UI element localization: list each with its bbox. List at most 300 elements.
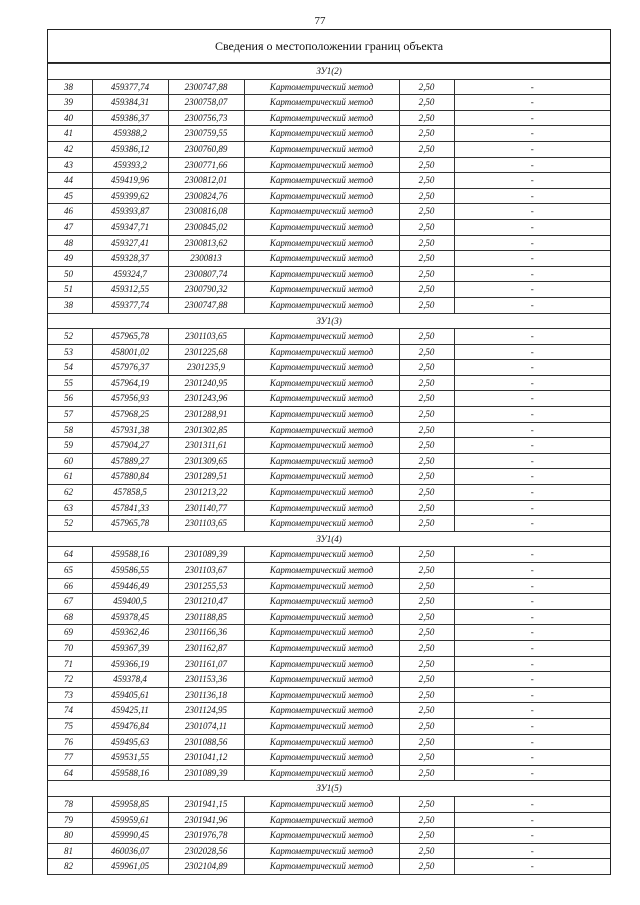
y-coordinate-cell: 2300813 bbox=[168, 251, 244, 267]
y-coordinate-cell: 2300747,88 bbox=[168, 79, 244, 95]
description-cell: - bbox=[454, 79, 610, 95]
description-cell: - bbox=[454, 438, 610, 454]
point-number-cell: 64 bbox=[48, 765, 92, 781]
table-row bbox=[48, 297, 610, 313]
point-number-cell: 40 bbox=[48, 110, 92, 126]
section-name: ЗУ1(3) bbox=[48, 313, 610, 329]
x-coordinate-cell: 457931,38 bbox=[92, 422, 168, 438]
table-row bbox=[48, 578, 610, 594]
description-cell: - bbox=[454, 391, 610, 407]
coordinates-table-body bbox=[48, 64, 610, 875]
method-cell: Картометрический метод bbox=[244, 672, 399, 688]
x-coordinate-cell: 457964,19 bbox=[92, 375, 168, 391]
point-number-cell: 43 bbox=[48, 157, 92, 173]
accuracy-cell: 2,50 bbox=[399, 703, 454, 719]
y-coordinate-cell: 2301311,61 bbox=[168, 438, 244, 454]
table-row bbox=[48, 235, 610, 251]
description-cell: - bbox=[454, 204, 610, 220]
coordinates-table bbox=[48, 63, 610, 875]
y-coordinate-cell: 2301124,95 bbox=[168, 703, 244, 719]
method-cell: Картометрический метод bbox=[244, 547, 399, 563]
description-cell: - bbox=[454, 344, 610, 360]
description-cell: - bbox=[454, 266, 610, 282]
description-cell: - bbox=[454, 407, 610, 423]
accuracy-cell: 2,50 bbox=[399, 469, 454, 485]
x-coordinate-cell: 457956,93 bbox=[92, 391, 168, 407]
accuracy-cell: 2,50 bbox=[399, 173, 454, 189]
accuracy-cell: 2,50 bbox=[399, 266, 454, 282]
table-row bbox=[48, 796, 610, 812]
y-coordinate-cell: 2300771,66 bbox=[168, 157, 244, 173]
method-cell: Картометрический метод bbox=[244, 126, 399, 142]
section-name: ЗУ1(5) bbox=[48, 781, 610, 797]
method-cell: Картометрический метод bbox=[244, 422, 399, 438]
x-coordinate-cell: 459388,2 bbox=[92, 126, 168, 142]
table-row bbox=[48, 173, 610, 189]
method-cell: Картометрический метод bbox=[244, 516, 399, 532]
description-cell: - bbox=[454, 672, 610, 688]
point-number-cell: 54 bbox=[48, 360, 92, 376]
table-row bbox=[48, 500, 610, 516]
table-row bbox=[48, 391, 610, 407]
x-coordinate-cell: 460036,07 bbox=[92, 843, 168, 859]
point-number-cell: 38 bbox=[48, 297, 92, 313]
x-coordinate-cell: 459959,61 bbox=[92, 812, 168, 828]
method-cell: Картометрический метод bbox=[244, 703, 399, 719]
table-row bbox=[48, 594, 610, 610]
point-number-cell: 58 bbox=[48, 422, 92, 438]
point-number-cell: 57 bbox=[48, 407, 92, 423]
point-number-cell: 72 bbox=[48, 672, 92, 688]
accuracy-cell: 2,50 bbox=[399, 360, 454, 376]
description-cell: - bbox=[454, 157, 610, 173]
y-coordinate-cell: 2301153,36 bbox=[168, 672, 244, 688]
section-name: ЗУ1(4) bbox=[48, 531, 610, 547]
accuracy-cell: 2,50 bbox=[399, 79, 454, 95]
y-coordinate-cell: 2302104,89 bbox=[168, 859, 244, 875]
method-cell: Картометрический метод bbox=[244, 485, 399, 501]
table-row bbox=[48, 563, 610, 579]
description-cell: - bbox=[454, 469, 610, 485]
accuracy-cell: 2,50 bbox=[399, 516, 454, 532]
description-cell: - bbox=[454, 578, 610, 594]
accuracy-cell: 2,50 bbox=[399, 656, 454, 672]
table-row bbox=[48, 609, 610, 625]
x-coordinate-cell: 459386,37 bbox=[92, 110, 168, 126]
description-cell: - bbox=[454, 329, 610, 345]
x-coordinate-cell: 459588,16 bbox=[92, 547, 168, 563]
point-number-cell: 68 bbox=[48, 609, 92, 625]
table-row bbox=[48, 625, 610, 641]
description-cell: - bbox=[454, 796, 610, 812]
x-coordinate-cell: 458001,02 bbox=[92, 344, 168, 360]
x-coordinate-cell: 459366,19 bbox=[92, 656, 168, 672]
method-cell: Картометрический метод bbox=[244, 407, 399, 423]
method-cell: Картометрический метод bbox=[244, 734, 399, 750]
description-cell: - bbox=[454, 656, 610, 672]
x-coordinate-cell: 457858,5 bbox=[92, 485, 168, 501]
method-cell: Картометрический метод bbox=[244, 469, 399, 485]
accuracy-cell: 2,50 bbox=[399, 141, 454, 157]
accuracy-cell: 2,50 bbox=[399, 609, 454, 625]
x-coordinate-cell: 457968,25 bbox=[92, 407, 168, 423]
point-number-cell: 50 bbox=[48, 266, 92, 282]
table-row bbox=[48, 204, 610, 220]
accuracy-cell: 2,50 bbox=[399, 812, 454, 828]
point-number-cell: 49 bbox=[48, 251, 92, 267]
point-number-cell: 76 bbox=[48, 734, 92, 750]
x-coordinate-cell: 459312,55 bbox=[92, 282, 168, 298]
accuracy-cell: 2,50 bbox=[399, 453, 454, 469]
point-number-cell: 38 bbox=[48, 79, 92, 95]
table-row bbox=[48, 516, 610, 532]
table-row bbox=[48, 656, 610, 672]
method-cell: Картометрический метод bbox=[244, 687, 399, 703]
point-number-cell: 51 bbox=[48, 282, 92, 298]
method-cell: Картометрический метод bbox=[244, 796, 399, 812]
accuracy-cell: 2,50 bbox=[399, 672, 454, 688]
method-cell: Картометрический метод bbox=[244, 79, 399, 95]
accuracy-cell: 2,50 bbox=[399, 251, 454, 267]
accuracy-cell: 2,50 bbox=[399, 157, 454, 173]
table-row bbox=[48, 422, 610, 438]
y-coordinate-cell: 2301235,9 bbox=[168, 360, 244, 376]
table-row bbox=[48, 188, 610, 204]
method-cell: Картометрический метод bbox=[244, 204, 399, 220]
y-coordinate-cell: 2301976,78 bbox=[168, 828, 244, 844]
method-cell: Картометрический метод bbox=[244, 375, 399, 391]
method-cell: Картометрический метод bbox=[244, 251, 399, 267]
table-row bbox=[48, 251, 610, 267]
method-cell: Картометрический метод bbox=[244, 110, 399, 126]
method-cell: Картометрический метод bbox=[244, 500, 399, 516]
x-coordinate-cell: 459425,11 bbox=[92, 703, 168, 719]
method-cell: Картометрический метод bbox=[244, 344, 399, 360]
x-coordinate-cell: 459378,4 bbox=[92, 672, 168, 688]
description-cell: - bbox=[454, 859, 610, 875]
point-number-cell: 44 bbox=[48, 173, 92, 189]
y-coordinate-cell: 2300845,02 bbox=[168, 219, 244, 235]
description-cell: - bbox=[454, 251, 610, 267]
page-number: 77 bbox=[314, 15, 326, 27]
y-coordinate-cell: 2301225,68 bbox=[168, 344, 244, 360]
table-row bbox=[48, 547, 610, 563]
table-row bbox=[48, 703, 610, 719]
table-row bbox=[48, 812, 610, 828]
description-cell: - bbox=[454, 141, 610, 157]
point-number-cell: 42 bbox=[48, 141, 92, 157]
x-coordinate-cell: 457965,78 bbox=[92, 329, 168, 345]
description-cell: - bbox=[454, 110, 610, 126]
method-cell: Картометрический метод bbox=[244, 95, 399, 111]
x-coordinate-cell: 459476,84 bbox=[92, 718, 168, 734]
accuracy-cell: 2,50 bbox=[399, 126, 454, 142]
x-coordinate-cell: 459378,45 bbox=[92, 609, 168, 625]
point-number-cell: 71 bbox=[48, 656, 92, 672]
description-cell: - bbox=[454, 734, 610, 750]
table-row bbox=[48, 141, 610, 157]
point-number-cell: 48 bbox=[48, 235, 92, 251]
accuracy-cell: 2,50 bbox=[399, 828, 454, 844]
boundary-table-sheet bbox=[47, 29, 611, 875]
description-cell: - bbox=[454, 500, 610, 516]
table-row bbox=[48, 828, 610, 844]
accuracy-cell: 2,50 bbox=[399, 188, 454, 204]
description-cell: - bbox=[454, 516, 610, 532]
point-number-cell: 82 bbox=[48, 859, 92, 875]
x-coordinate-cell: 459588,16 bbox=[92, 765, 168, 781]
y-coordinate-cell: 2301210,47 bbox=[168, 594, 244, 610]
x-coordinate-cell: 459328,37 bbox=[92, 251, 168, 267]
point-number-cell: 53 bbox=[48, 344, 92, 360]
table-row bbox=[48, 672, 610, 688]
x-coordinate-cell: 459393,87 bbox=[92, 204, 168, 220]
accuracy-cell: 2,50 bbox=[399, 110, 454, 126]
table-row bbox=[48, 718, 610, 734]
table-row bbox=[48, 157, 610, 173]
accuracy-cell: 2,50 bbox=[399, 95, 454, 111]
y-coordinate-cell: 2300812,01 bbox=[168, 173, 244, 189]
accuracy-cell: 2,50 bbox=[399, 594, 454, 610]
point-number-cell: 66 bbox=[48, 578, 92, 594]
table-row bbox=[48, 687, 610, 703]
point-number-cell: 46 bbox=[48, 204, 92, 220]
point-number-cell: 62 bbox=[48, 485, 92, 501]
accuracy-cell: 2,50 bbox=[399, 578, 454, 594]
y-coordinate-cell: 2300760,89 bbox=[168, 141, 244, 157]
x-coordinate-cell: 459393,2 bbox=[92, 157, 168, 173]
table-row bbox=[48, 126, 610, 142]
point-number-cell: 69 bbox=[48, 625, 92, 641]
y-coordinate-cell: 2301162,87 bbox=[168, 640, 244, 656]
y-coordinate-cell: 2301074,11 bbox=[168, 718, 244, 734]
x-coordinate-cell: 459362,46 bbox=[92, 625, 168, 641]
accuracy-cell: 2,50 bbox=[399, 235, 454, 251]
accuracy-cell: 2,50 bbox=[399, 859, 454, 875]
method-cell: Картометрический метод bbox=[244, 297, 399, 313]
section-header-row bbox=[48, 781, 610, 797]
description-cell: - bbox=[454, 594, 610, 610]
table-row bbox=[48, 375, 610, 391]
method-cell: Картометрический метод bbox=[244, 812, 399, 828]
y-coordinate-cell: 2301302,85 bbox=[168, 422, 244, 438]
accuracy-cell: 2,50 bbox=[399, 750, 454, 766]
accuracy-cell: 2,50 bbox=[399, 625, 454, 641]
section-header-row bbox=[48, 64, 610, 80]
description-cell: - bbox=[454, 95, 610, 111]
y-coordinate-cell: 2300759,55 bbox=[168, 126, 244, 142]
method-cell: Картометрический метод bbox=[244, 656, 399, 672]
y-coordinate-cell: 2301140,77 bbox=[168, 500, 244, 516]
x-coordinate-cell: 459386,12 bbox=[92, 141, 168, 157]
method-cell: Картометрический метод bbox=[244, 391, 399, 407]
accuracy-cell: 2,50 bbox=[399, 640, 454, 656]
y-coordinate-cell: 2301288,91 bbox=[168, 407, 244, 423]
method-cell: Картометрический метод bbox=[244, 235, 399, 251]
x-coordinate-cell: 459384,31 bbox=[92, 95, 168, 111]
description-cell: - bbox=[454, 375, 610, 391]
x-coordinate-cell: 459400,5 bbox=[92, 594, 168, 610]
y-coordinate-cell: 2300813,62 bbox=[168, 235, 244, 251]
accuracy-cell: 2,50 bbox=[399, 391, 454, 407]
method-cell: Картометрический метод bbox=[244, 329, 399, 345]
point-number-cell: 61 bbox=[48, 469, 92, 485]
x-coordinate-cell: 459324,7 bbox=[92, 266, 168, 282]
accuracy-cell: 2,50 bbox=[399, 765, 454, 781]
table-row bbox=[48, 79, 610, 95]
y-coordinate-cell: 2301088,56 bbox=[168, 734, 244, 750]
accuracy-cell: 2,50 bbox=[399, 500, 454, 516]
section-header-row bbox=[48, 531, 610, 547]
x-coordinate-cell: 459961,05 bbox=[92, 859, 168, 875]
x-coordinate-cell: 459377,74 bbox=[92, 297, 168, 313]
x-coordinate-cell: 459419,96 bbox=[92, 173, 168, 189]
x-coordinate-cell: 459990,45 bbox=[92, 828, 168, 844]
method-cell: Картометрический метод bbox=[244, 594, 399, 610]
x-coordinate-cell: 457904,27 bbox=[92, 438, 168, 454]
point-number-cell: 74 bbox=[48, 703, 92, 719]
table-row bbox=[48, 95, 610, 111]
description-cell: - bbox=[454, 750, 610, 766]
point-number-cell: 70 bbox=[48, 640, 92, 656]
x-coordinate-cell: 457889,27 bbox=[92, 453, 168, 469]
description-cell: - bbox=[454, 235, 610, 251]
point-number-cell: 59 bbox=[48, 438, 92, 454]
x-coordinate-cell: 459327,41 bbox=[92, 235, 168, 251]
point-number-cell: 64 bbox=[48, 547, 92, 563]
point-number-cell: 47 bbox=[48, 219, 92, 235]
point-number-cell: 39 bbox=[48, 95, 92, 111]
table-row bbox=[48, 453, 610, 469]
x-coordinate-cell: 459446,49 bbox=[92, 578, 168, 594]
description-cell: - bbox=[454, 718, 610, 734]
accuracy-cell: 2,50 bbox=[399, 204, 454, 220]
description-cell: - bbox=[454, 563, 610, 579]
table-row bbox=[48, 329, 610, 345]
method-cell: Картометрический метод bbox=[244, 219, 399, 235]
accuracy-cell: 2,50 bbox=[399, 344, 454, 360]
y-coordinate-cell: 2301255,53 bbox=[168, 578, 244, 594]
y-coordinate-cell: 2301243,96 bbox=[168, 391, 244, 407]
y-coordinate-cell: 2300816,08 bbox=[168, 204, 244, 220]
y-coordinate-cell: 2301941,96 bbox=[168, 812, 244, 828]
table-row bbox=[48, 640, 610, 656]
point-number-cell: 52 bbox=[48, 329, 92, 345]
table-row bbox=[48, 266, 610, 282]
method-cell: Картометрический метод bbox=[244, 157, 399, 173]
y-coordinate-cell: 2301136,18 bbox=[168, 687, 244, 703]
table-row bbox=[48, 110, 610, 126]
description-cell: - bbox=[454, 453, 610, 469]
accuracy-cell: 2,50 bbox=[399, 407, 454, 423]
table-row bbox=[48, 219, 610, 235]
description-cell: - bbox=[454, 687, 610, 703]
point-number-cell: 80 bbox=[48, 828, 92, 844]
y-coordinate-cell: 2300758,07 bbox=[168, 95, 244, 111]
method-cell: Картометрический метод bbox=[244, 828, 399, 844]
accuracy-cell: 2,50 bbox=[399, 438, 454, 454]
section-name: ЗУ1(2) bbox=[48, 64, 610, 80]
y-coordinate-cell: 2301089,39 bbox=[168, 547, 244, 563]
method-cell: Картометрический метод bbox=[244, 173, 399, 189]
x-coordinate-cell: 459367,39 bbox=[92, 640, 168, 656]
method-cell: Картометрический метод bbox=[244, 438, 399, 454]
method-cell: Картометрический метод bbox=[244, 563, 399, 579]
method-cell: Картометрический метод bbox=[244, 578, 399, 594]
point-number-cell: 45 bbox=[48, 188, 92, 204]
y-coordinate-cell: 2301161,07 bbox=[168, 656, 244, 672]
method-cell: Картометрический метод bbox=[244, 141, 399, 157]
y-coordinate-cell: 2301240,95 bbox=[168, 375, 244, 391]
point-number-cell: 73 bbox=[48, 687, 92, 703]
description-cell: - bbox=[454, 703, 610, 719]
table-row bbox=[48, 485, 610, 501]
table-row bbox=[48, 344, 610, 360]
y-coordinate-cell: 2300756,73 bbox=[168, 110, 244, 126]
point-number-cell: 56 bbox=[48, 391, 92, 407]
table-row bbox=[48, 469, 610, 485]
point-number-cell: 79 bbox=[48, 812, 92, 828]
method-cell: Картометрический метод bbox=[244, 843, 399, 859]
x-coordinate-cell: 459347,71 bbox=[92, 219, 168, 235]
x-coordinate-cell: 459531,55 bbox=[92, 750, 168, 766]
method-cell: Картометрический метод bbox=[244, 640, 399, 656]
accuracy-cell: 2,50 bbox=[399, 796, 454, 812]
point-number-cell: 55 bbox=[48, 375, 92, 391]
y-coordinate-cell: 2301213,22 bbox=[168, 485, 244, 501]
method-cell: Картометрический метод bbox=[244, 765, 399, 781]
y-coordinate-cell: 2301103,67 bbox=[168, 563, 244, 579]
method-cell: Картометрический метод bbox=[244, 266, 399, 282]
method-cell: Картометрический метод bbox=[244, 282, 399, 298]
x-coordinate-cell: 459405,61 bbox=[92, 687, 168, 703]
table-row bbox=[48, 843, 610, 859]
table-title: Сведения о местоположении границ объекта bbox=[48, 30, 610, 63]
accuracy-cell: 2,50 bbox=[399, 718, 454, 734]
method-cell: Картометрический метод bbox=[244, 188, 399, 204]
point-number-cell: 65 bbox=[48, 563, 92, 579]
description-cell: - bbox=[454, 173, 610, 189]
x-coordinate-cell: 459958,85 bbox=[92, 796, 168, 812]
description-cell: - bbox=[454, 360, 610, 376]
description-cell: - bbox=[454, 188, 610, 204]
method-cell: Картометрический метод bbox=[244, 360, 399, 376]
y-coordinate-cell: 2301941,15 bbox=[168, 796, 244, 812]
point-number-cell: 52 bbox=[48, 516, 92, 532]
y-coordinate-cell: 2301103,65 bbox=[168, 516, 244, 532]
method-cell: Картометрический метод bbox=[244, 625, 399, 641]
accuracy-cell: 2,50 bbox=[399, 297, 454, 313]
table-row bbox=[48, 407, 610, 423]
accuracy-cell: 2,50 bbox=[399, 547, 454, 563]
accuracy-cell: 2,50 bbox=[399, 329, 454, 345]
description-cell: - bbox=[454, 219, 610, 235]
section-header-row bbox=[48, 313, 610, 329]
y-coordinate-cell: 2301041,12 bbox=[168, 750, 244, 766]
table-row bbox=[48, 734, 610, 750]
point-number-cell: 81 bbox=[48, 843, 92, 859]
y-coordinate-cell: 2301309,65 bbox=[168, 453, 244, 469]
y-coordinate-cell: 2302028,56 bbox=[168, 843, 244, 859]
method-cell: Картометрический метод bbox=[244, 453, 399, 469]
accuracy-cell: 2,50 bbox=[399, 734, 454, 750]
accuracy-cell: 2,50 bbox=[399, 282, 454, 298]
table-row bbox=[48, 859, 610, 875]
description-cell: - bbox=[454, 126, 610, 142]
y-coordinate-cell: 2301289,51 bbox=[168, 469, 244, 485]
y-coordinate-cell: 2300790,32 bbox=[168, 282, 244, 298]
point-number-cell: 63 bbox=[48, 500, 92, 516]
